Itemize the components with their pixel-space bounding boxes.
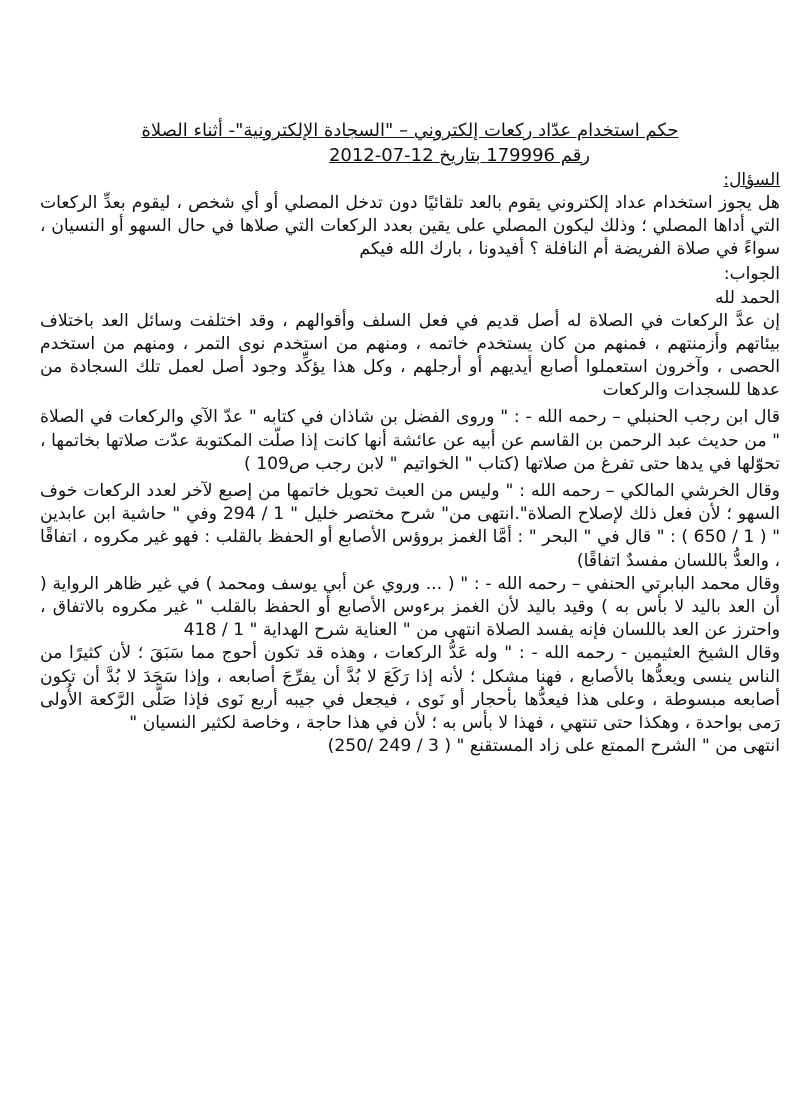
- question-text: هل يجوز استخدام عداد إلكتروني يقوم بالعد تلقائيًا دون تدخل المصلي أو أي شخص ، ليقوم بعدِّ الركعات التي أداها المصلي ؛ وذلك ليكون المصلي على يقين بعدد الركعات التي صلاها في حال السهو أو النسيان ، سواءً في صلاة الفريضة أم النافلة ؟ أفيدونا ، بارك الله فيكم: [40, 193, 780, 260]
- answer-paragraph: وقال الخرشي المالكي – رحمه الله : " وليس من العبث تحويل خاتمها من إصبع لآخر لعدد الركعات خوف السهو ؛ لأن فعل ذلك لإصلاح الصلاة".انتهى من" شرح مختصر خليل " 1 / 294 وفي " حاشية ابن عابدين " ( 1 / 650 ) : " قال في " البحر " : أمَّا الغمز بروؤس الأصابع أو الحفظ بالقلب : فهو غير مكروه ، اتفاقًا ، والعدُّ باللسان مفسدٌ اتفاقًا): [40, 481, 780, 571]
- document-title: حكم استخدام عدّاد ركعات إلكتروني – "السجادة الإلكترونية"- أثناء الصلاة: [141, 120, 679, 141]
- answer-paragraph: إن عدَّ الركعات في الصلاة له أصل قديم في فعل السلف وأقوالهم ، وقد اختلفت وسائل العد باختلاف بيئاتهم وأزمنتهم ، فمنهم من كان يستخدم خاتمه ، ومنهم من استخدم نوى التمر ، ومنهم من استخدم الحصى ، وآخرون استعملوا أصابع أيديهم أو أرجلهم ، وكل هذا يؤكِّد وجود أصل لعمل تلك السجادة من عدها للسجدات والركعات: [40, 310, 780, 401]
- document-page: [40, 118, 780, 758]
- fatwa-number-date: رقم 179996 بتاريخ 12-07-2012: [328, 145, 590, 166]
- answer-paragraph: انتهى من " الشرح الممتع على زاد المستقنع " ( 3 / 249 /250): [327, 736, 780, 757]
- answer-paragraph: وقال محمد البابرتي الحنفي – رحمه الله - : " ( ... وروي عن أبي يوسف ومحمد ) في غير ظاهر الرواية ( أن العد باليد لا بأس به ) وقيد باليد لأن الغمز برءوس الأصابع أو الحفظ بالقلب " غير مكروه بالاتفاق ، واحترز عن العد باللسان فإنه يفسد الصلاة انتهى من " العناية شرح الهداية " 1 / 418: [40, 573, 780, 641]
- question-label: السؤال:: [723, 170, 780, 190]
- answer-paragraph: قال ابن رجب الحنبلي – رحمه الله - : " وروى الفضل بن شاذان في كتابه " عدّ الآي والركعات في الصلاة " من حديث عبد الرحمن بن القاسم عن أبيه عن عائشة أنها كانت إذا صلّت المكتوبة عدّت صلاتها بخاتمها ، تحوّلها في يدها حتى تفرغ من صلاتها (كتاب " الخواتيم " لابن رجب ص109 ): [40, 407, 780, 474]
- answer-paragraph: وقال الشيخ العثيمين - رحمه الله - : " وله عَدُّ الركعات ، وهذه قد تكون أحوج مما سَبَقَ ؛ لأن كثيرًا من الناس ينسى ويعدُّها بالأصابع ، فهنا مشكل ؛ لأنه إذا رَكَعَ لا بُدَّ أن يفرِّجَ أصابعه ، وإذا سَجَدَ لا بُدَّ أن تكون أصابعه مبسوطة ، وعلى هذا فيعدُّها بأحجار أو نَوى ، فيجعل في جيبه أربع نَوى فإذا صَلَّى الرَّكعة الأُولى رَمى بواحدة ، وهكذا حتى تنتهي ، فهذا لا بأس به ؛ لأن في هذا حاجة ، وخاصة لكثير النسيان ": [40, 643, 780, 734]
- hamd-line: الحمد لله: [715, 287, 780, 308]
- answer-label: الجواب:: [723, 263, 780, 284]
